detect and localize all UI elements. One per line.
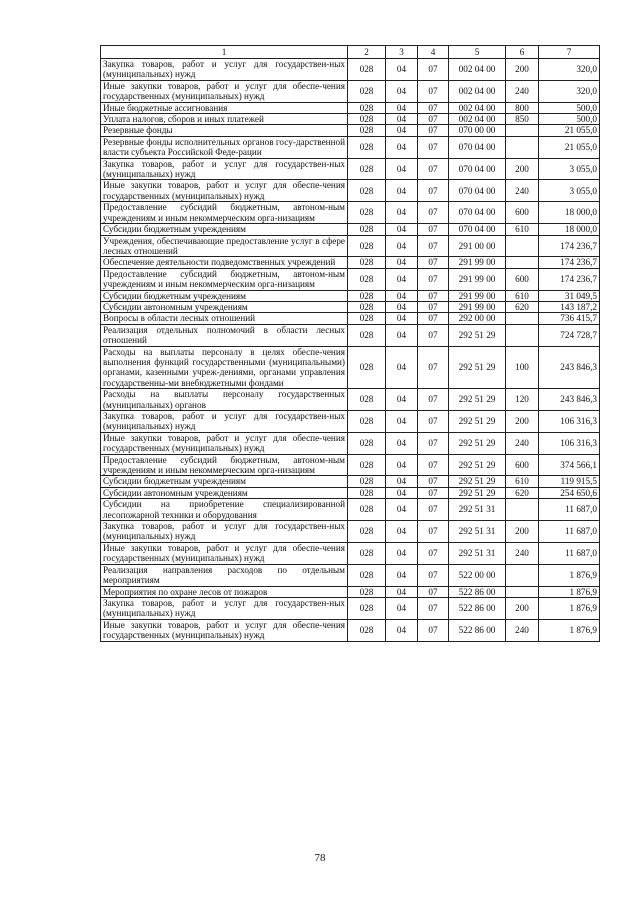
cell-expense-type: 610 <box>506 224 539 235</box>
table-row <box>101 224 600 235</box>
cell-subsection-code: 07 <box>418 102 449 113</box>
cell-section-code: 04 <box>386 586 418 597</box>
cell-expense-name: Предоставление субсидий бюджетным, автоном-ным учреждениям и иным некоммерческим орга-низациям <box>101 454 348 476</box>
table-row <box>101 619 600 641</box>
cell-amount: 18 000,0 <box>539 224 600 235</box>
table-row <box>101 268 600 290</box>
cell-amount: 11 687,0 <box>539 499 600 521</box>
cell-expense-name: Закупка товаров, работ и услуг для государствен-ных (муниципальных) нужд <box>101 411 348 433</box>
cell-target-code: 291 99 00 <box>449 268 506 290</box>
cell-admin-code: 028 <box>348 180 386 202</box>
cell-expense-name: Учреждения, обеспечивающие предоставление услуг в сфере лесных отношений <box>101 235 348 257</box>
cell-expense-name: Предоставление субсидий бюджетным, автоном-ным учреждениям и иным некоммерческим орга-низациям <box>101 268 348 290</box>
cell-amount: 374 566,1 <box>539 454 600 476</box>
cell-admin-code: 028 <box>348 619 386 641</box>
cell-expense-name: Реализация отдельных полномочий в области лесных отношений <box>101 324 348 346</box>
cell-subsection-code: 07 <box>418 432 449 454</box>
cell-expense-name: Обеспечение деятельности подведомственных учреждений <box>101 257 348 268</box>
cell-section-code: 04 <box>386 235 418 257</box>
cell-admin-code: 028 <box>348 521 386 543</box>
cell-expense-type: 200 <box>506 158 539 180</box>
cell-admin-code: 028 <box>348 313 386 324</box>
cell-expense-name: Субсидии бюджетным учреждениям <box>101 224 348 235</box>
header-cell: 3 <box>386 46 418 59</box>
cell-expense-type: 240 <box>506 432 539 454</box>
table-row <box>101 136 600 158</box>
table-row <box>101 158 600 180</box>
cell-expense-type: 600 <box>506 454 539 476</box>
cell-admin-code: 028 <box>348 125 386 136</box>
cell-target-code: 002 04 00 <box>449 114 506 125</box>
cell-expense-type: 120 <box>506 389 539 411</box>
table-row <box>101 301 600 312</box>
cell-expense-type: 200 <box>506 521 539 543</box>
cell-section-code: 04 <box>386 389 418 411</box>
table-row <box>101 586 600 597</box>
cell-section-code: 04 <box>386 180 418 202</box>
table-row <box>101 235 600 257</box>
table-row <box>101 597 600 619</box>
table-row <box>101 564 600 586</box>
cell-amount: 3 055,0 <box>539 158 600 180</box>
cell-expense-name: Иные закупки товаров, работ и услуг для обеспе-чения государственных (муниципальных) нужд <box>101 180 348 202</box>
cell-subsection-code: 07 <box>418 389 449 411</box>
cell-amount: 320,0 <box>539 59 600 81</box>
cell-expense-type <box>506 499 539 521</box>
header-cell: 6 <box>506 46 539 59</box>
cell-amount: 1 876,9 <box>539 564 600 586</box>
cell-admin-code: 028 <box>348 432 386 454</box>
table-row <box>101 487 600 498</box>
header-cell: 4 <box>418 46 449 59</box>
cell-amount: 724 728,7 <box>539 324 600 346</box>
cell-expense-name: Иные закупки товаров, работ и услуг для обеспе-чения государственных (муниципальных) нужд <box>101 542 348 564</box>
cell-subsection-code: 07 <box>418 59 449 81</box>
cell-expense-name: Закупка товаров, работ и услуг для государствен-ных (муниципальных) нужд <box>101 158 348 180</box>
cell-expense-type <box>506 125 539 136</box>
cell-subsection-code: 07 <box>418 301 449 312</box>
cell-expense-type: 240 <box>506 619 539 641</box>
cell-section-code: 04 <box>386 80 418 102</box>
cell-target-code: 522 86 00 <box>449 586 506 597</box>
cell-section-code: 04 <box>386 564 418 586</box>
cell-section-code: 04 <box>386 102 418 113</box>
cell-amount: 11 687,0 <box>539 521 600 543</box>
table-row <box>101 389 600 411</box>
cell-expense-type <box>506 257 539 268</box>
cell-amount: 18 000,0 <box>539 202 600 224</box>
cell-expense-type: 240 <box>506 180 539 202</box>
cell-target-code: 291 99 00 <box>449 301 506 312</box>
table-row <box>101 180 600 202</box>
cell-admin-code: 028 <box>348 542 386 564</box>
cell-amount: 500,0 <box>539 114 600 125</box>
cell-expense-type: 610 <box>506 476 539 487</box>
cell-expense-type <box>506 313 539 324</box>
cell-subsection-code: 07 <box>418 542 449 564</box>
cell-admin-code: 028 <box>348 586 386 597</box>
cell-expense-type: 610 <box>506 290 539 301</box>
cell-subsection-code: 07 <box>418 158 449 180</box>
cell-expense-type: 600 <box>506 202 539 224</box>
table-row <box>101 499 600 521</box>
cell-subsection-code: 07 <box>418 202 449 224</box>
cell-target-code: 292 51 29 <box>449 324 506 346</box>
cell-target-code: 291 00 00 <box>449 235 506 257</box>
cell-admin-code: 028 <box>348 80 386 102</box>
table-row <box>101 202 600 224</box>
cell-subsection-code: 07 <box>418 499 449 521</box>
cell-section-code: 04 <box>386 290 418 301</box>
cell-target-code: 070 00 00 <box>449 125 506 136</box>
cell-subsection-code: 07 <box>418 586 449 597</box>
cell-expense-name: Закупка товаров, работ и услуг для государствен-ных (муниципальных) нужд <box>101 521 348 543</box>
cell-amount: 174 236,7 <box>539 268 600 290</box>
cell-subsection-code: 07 <box>418 564 449 586</box>
cell-expense-name: Иные закупки товаров, работ и услуг для обеспе-чения государственных (муниципальных) нужд <box>101 619 348 641</box>
cell-target-code: 292 51 31 <box>449 499 506 521</box>
cell-subsection-code: 07 <box>418 487 449 498</box>
cell-subsection-code: 07 <box>418 235 449 257</box>
cell-admin-code: 028 <box>348 487 386 498</box>
table-row <box>101 542 600 564</box>
header-cell: 2 <box>348 46 386 59</box>
cell-expense-type: 200 <box>506 59 539 81</box>
table-row <box>101 80 600 102</box>
cell-subsection-code: 07 <box>418 290 449 301</box>
cell-expense-name: Иные закупки товаров, работ и услуг для обеспе-чения государственных (муниципальных) нужд <box>101 80 348 102</box>
header-row <box>101 46 600 59</box>
cell-subsection-code: 07 <box>418 619 449 641</box>
cell-target-code: 070 04 00 <box>449 224 506 235</box>
cell-target-code: 070 04 00 <box>449 180 506 202</box>
cell-target-code: 292 51 31 <box>449 521 506 543</box>
budget-table <box>100 45 600 642</box>
table-header <box>101 46 600 59</box>
cell-subsection-code: 07 <box>418 476 449 487</box>
cell-target-code: 292 51 29 <box>449 476 506 487</box>
cell-subsection-code: 07 <box>418 324 449 346</box>
cell-expense-type <box>506 324 539 346</box>
cell-section-code: 04 <box>386 324 418 346</box>
cell-amount: 31 049,5 <box>539 290 600 301</box>
cell-target-code: 522 00 00 <box>449 564 506 586</box>
header-cell: 5 <box>449 46 506 59</box>
cell-expense-type <box>506 586 539 597</box>
cell-admin-code: 028 <box>348 202 386 224</box>
table-row <box>101 346 600 389</box>
cell-amount: 243 846,3 <box>539 389 600 411</box>
cell-section-code: 04 <box>386 268 418 290</box>
cell-expense-type: 200 <box>506 411 539 433</box>
cell-expense-name: Уплата налогов, сборов и иных платежей <box>101 114 348 125</box>
table-row <box>101 125 600 136</box>
table-row <box>101 290 600 301</box>
cell-admin-code: 028 <box>348 268 386 290</box>
cell-target-code: 522 86 00 <box>449 597 506 619</box>
table-row <box>101 521 600 543</box>
cell-admin-code: 028 <box>348 102 386 113</box>
cell-admin-code: 028 <box>348 257 386 268</box>
cell-expense-type: 240 <box>506 542 539 564</box>
table-row <box>101 411 600 433</box>
cell-amount: 736 415,7 <box>539 313 600 324</box>
cell-expense-name: Вопросы в области лесных отношений <box>101 313 348 324</box>
cell-target-code: 292 51 29 <box>449 411 506 433</box>
cell-subsection-code: 07 <box>418 136 449 158</box>
cell-section-code: 04 <box>386 432 418 454</box>
cell-target-code: 070 04 00 <box>449 202 506 224</box>
cell-target-code: 522 86 00 <box>449 619 506 641</box>
header-cell: 7 <box>539 46 600 59</box>
cell-amount: 254 650,6 <box>539 487 600 498</box>
cell-expense-name: Субсидии на приобретение специализированной лесопожарной техники и оборудования <box>101 499 348 521</box>
cell-section-code: 04 <box>386 114 418 125</box>
cell-section-code: 04 <box>386 521 418 543</box>
cell-section-code: 04 <box>386 257 418 268</box>
cell-subsection-code: 07 <box>418 521 449 543</box>
cell-admin-code: 028 <box>348 499 386 521</box>
cell-expense-type: 620 <box>506 301 539 312</box>
cell-amount: 106 316,3 <box>539 432 600 454</box>
cell-subsection-code: 07 <box>418 125 449 136</box>
cell-amount: 11 687,0 <box>539 542 600 564</box>
cell-section-code: 04 <box>386 301 418 312</box>
cell-expense-type <box>506 136 539 158</box>
cell-admin-code: 028 <box>348 389 386 411</box>
cell-section-code: 04 <box>386 542 418 564</box>
cell-amount: 174 236,7 <box>539 235 600 257</box>
cell-target-code: 002 04 00 <box>449 80 506 102</box>
cell-expense-name: Резервные фонды <box>101 125 348 136</box>
cell-amount: 1 876,9 <box>539 619 600 641</box>
cell-target-code: 292 00 00 <box>449 313 506 324</box>
page-number: 78 <box>314 852 326 864</box>
cell-section-code: 04 <box>386 411 418 433</box>
cell-amount: 21 055,0 <box>539 125 600 136</box>
cell-expense-name: Реализация направления расходов по отдельным мероприятиям <box>101 564 348 586</box>
cell-subsection-code: 07 <box>418 268 449 290</box>
table-row <box>101 324 600 346</box>
cell-subsection-code: 07 <box>418 80 449 102</box>
cell-target-code: 292 51 29 <box>449 454 506 476</box>
cell-admin-code: 028 <box>348 597 386 619</box>
cell-expense-name: Расходы на выплаты персоналу в целях обеспе-чения выполнения функций государственными (муниципальными) органами, казенными учреж-дениями, органами управления государственны-ми внебюджетными фондами <box>101 346 348 389</box>
cell-expense-name: Иные закупки товаров, работ и услуг для обеспе-чения государственных (муниципальных) нужд <box>101 432 348 454</box>
cell-section-code: 04 <box>386 487 418 498</box>
cell-admin-code: 028 <box>348 301 386 312</box>
cell-expense-type: 200 <box>506 597 539 619</box>
cell-admin-code: 028 <box>348 290 386 301</box>
cell-subsection-code: 07 <box>418 180 449 202</box>
cell-expense-type: 240 <box>506 80 539 102</box>
cell-expense-name: Субсидии бюджетным учреждениям <box>101 290 348 301</box>
cell-amount: 174 236,7 <box>539 257 600 268</box>
cell-amount: 1 876,9 <box>539 586 600 597</box>
cell-target-code: 070 04 00 <box>449 136 506 158</box>
cell-section-code: 04 <box>386 136 418 158</box>
table-body <box>101 59 600 642</box>
cell-subsection-code: 07 <box>418 224 449 235</box>
cell-section-code: 04 <box>386 224 418 235</box>
cell-admin-code: 028 <box>348 158 386 180</box>
cell-subsection-code: 07 <box>418 454 449 476</box>
cell-target-code: 292 51 29 <box>449 487 506 498</box>
cell-admin-code: 028 <box>348 454 386 476</box>
cell-amount: 119 915,5 <box>539 476 600 487</box>
cell-section-code: 04 <box>386 202 418 224</box>
cell-section-code: 04 <box>386 158 418 180</box>
cell-target-code: 292 51 31 <box>449 542 506 564</box>
cell-expense-name: Субсидии автономным учреждениям <box>101 487 348 498</box>
cell-section-code: 04 <box>386 476 418 487</box>
table-row <box>101 313 600 324</box>
cell-expense-type: 620 <box>506 487 539 498</box>
cell-admin-code: 028 <box>348 59 386 81</box>
cell-expense-name: Закупка товаров, работ и услуг для государствен-ных (муниципальных) нужд <box>101 59 348 81</box>
cell-section-code: 04 <box>386 619 418 641</box>
cell-amount: 21 055,0 <box>539 136 600 158</box>
cell-target-code: 291 99 00 <box>449 257 506 268</box>
table-row <box>101 114 600 125</box>
cell-expense-name: Мероприятия по охране лесов от пожаров <box>101 586 348 597</box>
cell-section-code: 04 <box>386 454 418 476</box>
cell-subsection-code: 07 <box>418 346 449 389</box>
table-row <box>101 59 600 81</box>
cell-section-code: 04 <box>386 313 418 324</box>
cell-section-code: 04 <box>386 59 418 81</box>
cell-admin-code: 028 <box>348 476 386 487</box>
cell-subsection-code: 07 <box>418 114 449 125</box>
cell-target-code: 070 04 00 <box>449 158 506 180</box>
cell-expense-name: Иные бюджетные ассигнования <box>101 102 348 113</box>
table-row <box>101 432 600 454</box>
cell-expense-name: Субсидии автономным учреждениям <box>101 301 348 312</box>
cell-admin-code: 028 <box>348 564 386 586</box>
table-row <box>101 476 600 487</box>
cell-amount: 3 055,0 <box>539 180 600 202</box>
cell-subsection-code: 07 <box>418 313 449 324</box>
cell-admin-code: 028 <box>348 136 386 158</box>
cell-section-code: 04 <box>386 125 418 136</box>
cell-subsection-code: 07 <box>418 411 449 433</box>
table-row <box>101 257 600 268</box>
cell-expense-type <box>506 235 539 257</box>
cell-amount: 500,0 <box>539 102 600 113</box>
cell-target-code: 292 51 29 <box>449 389 506 411</box>
cell-target-code: 002 04 00 <box>449 102 506 113</box>
cell-admin-code: 028 <box>348 224 386 235</box>
cell-target-code: 292 51 29 <box>449 346 506 389</box>
cell-target-code: 292 51 29 <box>449 432 506 454</box>
cell-amount: 106 316,3 <box>539 411 600 433</box>
cell-section-code: 04 <box>386 346 418 389</box>
cell-amount: 1 876,9 <box>539 597 600 619</box>
cell-admin-code: 028 <box>348 235 386 257</box>
cell-section-code: 04 <box>386 597 418 619</box>
cell-expense-type: 850 <box>506 114 539 125</box>
cell-expense-type: 600 <box>506 268 539 290</box>
cell-expense-name: Резервные фонды исполнительных органов госу-дарственной власти субъекта Российской Феде-рации <box>101 136 348 158</box>
cell-amount: 320,0 <box>539 80 600 102</box>
cell-expense-name: Расходы на выплаты персоналу государственных (муниципальных) органов <box>101 389 348 411</box>
header-cell: 1 <box>101 46 348 59</box>
cell-target-code: 291 99 00 <box>449 290 506 301</box>
cell-subsection-code: 07 <box>418 597 449 619</box>
cell-amount: 143 187,2 <box>539 301 600 312</box>
cell-expense-name: Субсидии бюджетным учреждениям <box>101 476 348 487</box>
table-row <box>101 454 600 476</box>
cell-expense-name: Предоставление субсидий бюджетным, автоном-ным учреждениям и иным некоммерческим орга-низациям <box>101 202 348 224</box>
table-row <box>101 102 600 113</box>
cell-amount: 243 846,3 <box>539 346 600 389</box>
cell-admin-code: 028 <box>348 114 386 125</box>
cell-section-code: 04 <box>386 499 418 521</box>
cell-expense-type: 800 <box>506 102 539 113</box>
cell-subsection-code: 07 <box>418 257 449 268</box>
cell-expense-type: 100 <box>506 346 539 389</box>
cell-target-code: 002 04 00 <box>449 59 506 81</box>
cell-admin-code: 028 <box>348 411 386 433</box>
cell-admin-code: 028 <box>348 346 386 389</box>
cell-admin-code: 028 <box>348 324 386 346</box>
cell-expense-type <box>506 564 539 586</box>
cell-expense-name: Закупка товаров, работ и услуг для государствен-ных (муниципальных) нужд <box>101 597 348 619</box>
